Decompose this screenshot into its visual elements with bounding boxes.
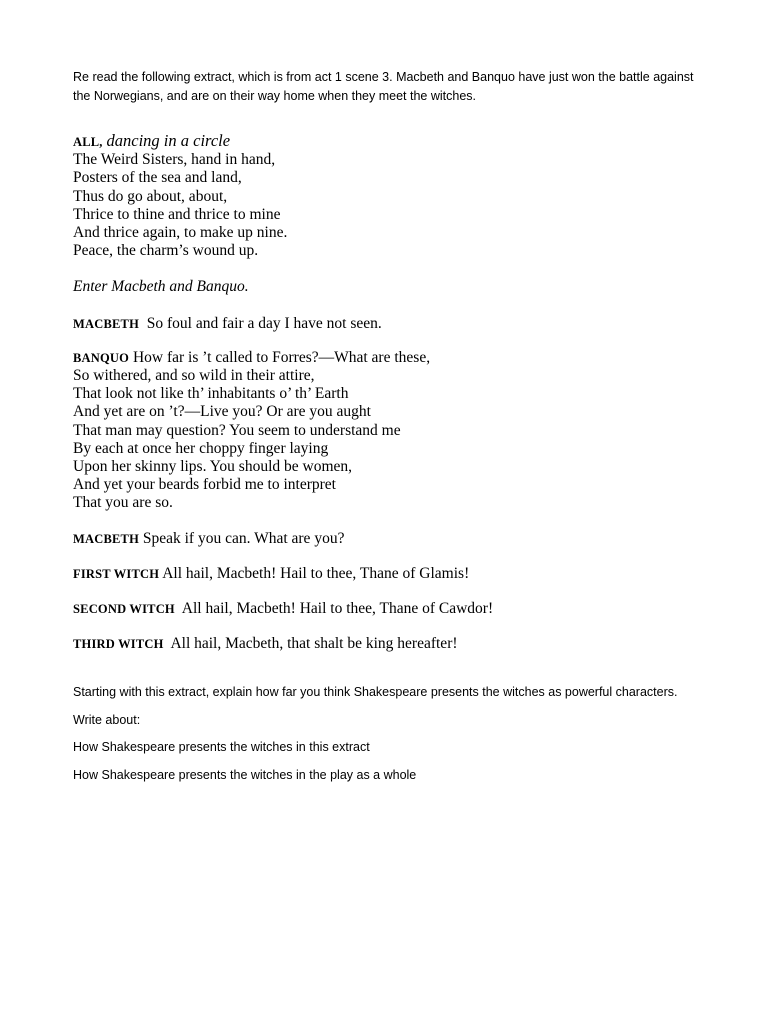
third-witch-speech — [73, 635, 713, 653]
spacer — [73, 333, 713, 349]
macbeth-speech-2 — [73, 530, 713, 548]
speaker-all: ALL, — [73, 135, 103, 149]
spacer — [73, 260, 713, 278]
first-witch-line: All hail, Macbeth! Hail to thee, Thane of Glamis! — [162, 564, 470, 582]
first-witch-speech — [73, 565, 713, 583]
speaker-macbeth: MACBETH — [73, 531, 139, 546]
banquo-line: That man may question? You seem to understand me — [73, 421, 401, 439]
banquo-speech-start — [73, 349, 713, 367]
all-line: Peace, the charm’s wound up. — [73, 242, 259, 260]
second-witch-speech — [73, 600, 713, 618]
third-witch-line: All hail, Macbeth, that shalt be king hereafter! — [170, 635, 458, 653]
spacer — [73, 583, 713, 600]
macbeth-line: So foul and fair a day I have not seen. — [146, 314, 382, 332]
banquo-line: So withered, and so wild in their attire, — [73, 367, 315, 385]
play-extract — [73, 132, 713, 653]
banquo-line: That look not like th’ inhabitants o’ th’ Earth — [73, 385, 349, 403]
speaker-first-witch: FIRST WITCH — [73, 566, 160, 581]
write-about-label: Write about: — [73, 712, 141, 727]
all-line: Thus do go about, about, — [73, 187, 228, 205]
spacer — [73, 297, 713, 315]
spacer — [73, 618, 713, 635]
speaker-macbeth: MACBETH — [73, 316, 139, 331]
speaker-banquo: BANQUO — [73, 350, 130, 365]
banquo-line: And yet your beards forbid me to interpret — [73, 476, 336, 494]
stage-direction-dancing: dancing in a circle — [106, 131, 231, 150]
all-line: The Weird Sisters, hand in hand, — [73, 151, 276, 169]
speaker-second-witch: SECOND WITCH — [73, 602, 175, 617]
all-line: Thrice to thine and thrice to mine — [73, 205, 281, 223]
essay-question: Starting with this extract, explain how far you think Shakespeare presents the witches as powerful characters. — [73, 685, 678, 699]
speaker-third-witch: THIRD WITCH — [73, 637, 164, 652]
banquo-line: Upon her skinny lips. You should be women, — [73, 458, 353, 476]
spacer — [73, 548, 713, 565]
task-point: How Shakespeare presents the witches in the play as a whole — [73, 767, 417, 782]
task-point: How Shakespeare presents the witches in this extract — [73, 740, 370, 754]
second-witch-line: All hail, Macbeth! Hail to thee, Thane of Cawdor! — [181, 600, 494, 618]
essay-task — [73, 683, 713, 784]
macbeth-line: Speak if you can. What are you? — [142, 529, 345, 547]
all-line: Posters of the sea and land, — [73, 169, 242, 187]
intro-paragraph: Re read the following extract, which is from act 1 scene 3. Macbeth and Banquo have just won the battle against the Norwegians, and are on their way home when they meet the witches. — [73, 70, 694, 103]
banquo-line: That you are so. — [73, 494, 173, 512]
spacer — [73, 513, 713, 530]
all-heading — [73, 132, 713, 151]
all-line: And thrice again, to make up nine. — [73, 224, 288, 242]
stage-direction-enter: Enter Macbeth and Banquo. — [73, 278, 249, 296]
banquo-line: And yet are on ’t?—Live you? Or are you aught — [73, 403, 371, 421]
banquo-line: By each at once her choppy finger laying — [73, 439, 329, 457]
macbeth-speech-1 — [73, 315, 713, 333]
banquo-line: How far is ’t called to Forres?—What are these, — [132, 348, 431, 366]
